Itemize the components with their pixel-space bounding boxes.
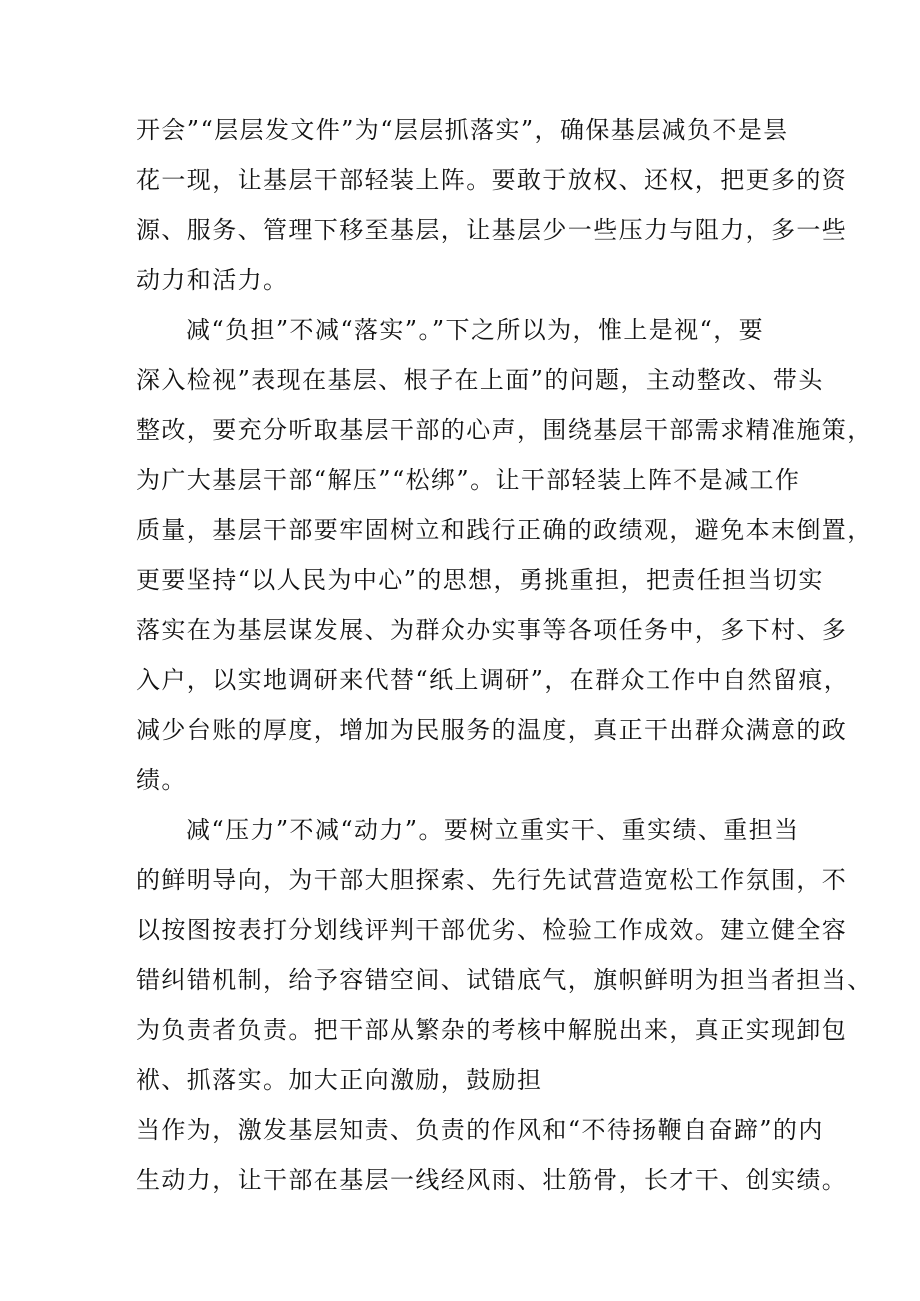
text-line-4: 动力和活力。 (136, 266, 289, 294)
text-line-22: 生动力，让干部在基层一线经风雨、壮筋骨，长才干、创实绩。 (136, 1166, 848, 1194)
text-line-10: 更要坚持“以人民为中心”的思想，勇挑重担，把责任担当切实 (136, 566, 824, 594)
text-line-12: 入户，以实地调研来代替“纸上调研”，在群众工作中自然留痕， (136, 666, 850, 694)
text-line-14: 绩。 (136, 766, 187, 794)
text-line-15: 减“压力”不减“动力”。要树立重实干、重实绩、重担当 (186, 816, 800, 844)
text-line-3: 源、服务、管理下移至基层，让基层少一些压力与阻力，多一些 (136, 216, 848, 244)
text-line-9: 质量，基层干部要牢固树立和践行正确的政绩观，避免本末倒置， (136, 516, 873, 544)
text-line-1: 开会”“层层发文件”为“层层抓落实”，确保基层减负不是昙 (136, 116, 789, 144)
text-line-20: 袱、抓落实。加大正向激励，鼓励担 (136, 1066, 543, 1094)
text-line-6: 深入检视”表现在基层、根子在上面”的问题，主动整改、带头 (136, 366, 824, 394)
text-line-21: 当作为，激发基层知责、负责的作风和“不待扬鞭自奋蹄”的内 (136, 1116, 824, 1144)
text-line-7: 整改，要充分听取基层干部的心声，围绕基层干部需求精准施策， (136, 416, 873, 444)
text-line-19: 为负责者负责。把干部从繁杂的考核中解脱出来，真正实现卸包 (136, 1016, 848, 1044)
text-line-13: 减少台账的厚度，增加为民服务的温度，真正干出群众满意的政 (136, 716, 848, 744)
text-line-11: 落实在为基层谋发展、为群众办实事等各项任务中，多下村、多 (136, 616, 848, 644)
text-line-17: 以按图按表打分划线评判干部优劣、检验工作成效。建立健全容 (136, 916, 848, 944)
text-line-16: 的鲜明导向，为干部大胆探索、先行先试营造宽松工作氛围，不 (136, 866, 848, 894)
text-line-18: 错纠错机制，给予容错空间、试错底气，旗帜鲜明为担当者担当、 (136, 966, 873, 994)
text-line-8: 为广大基层干部“解压”“松绑”。让干部轻装上阵不是减工作 (136, 466, 801, 494)
text-line-2: 花一现，让基层干部轻装上阵。要敢于放权、还权，把更多的资 (136, 166, 848, 194)
text-line-5: 减“负担”不减“落实”。”下之所以为，惟上是视“，要 (186, 316, 765, 344)
